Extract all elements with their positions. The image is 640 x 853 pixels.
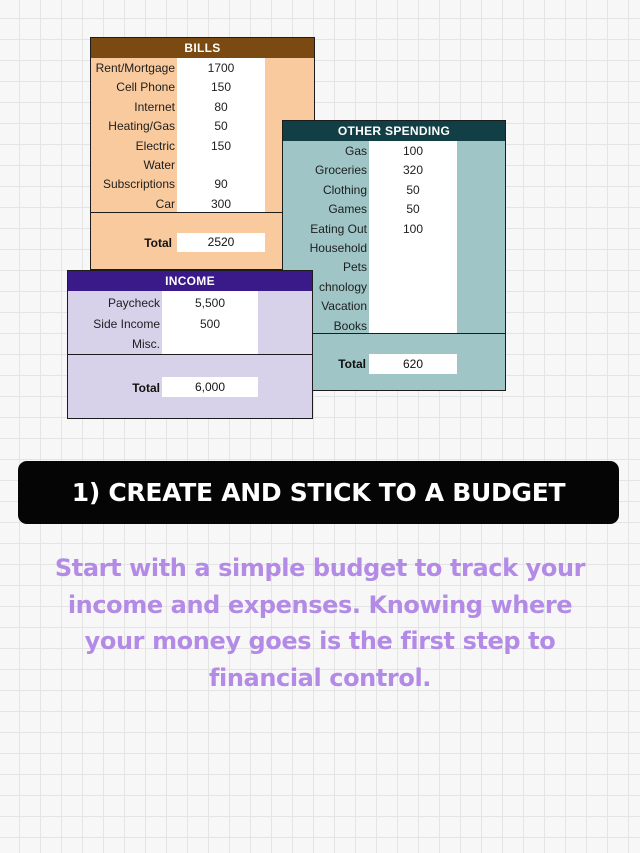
bills-total-label: Total	[144, 236, 172, 250]
body-paragraph: Start with a simple budget to track your income and expenses. Knowing where your money goes is the first step to financial control.	[54, 554, 586, 692]
section-banner	[18, 461, 619, 524]
row-value[interactable]	[369, 258, 457, 277]
other-spending-total-label: Total	[338, 357, 366, 371]
row-value[interactable]: 500	[199, 316, 221, 331]
other-spending-total-section	[283, 333, 505, 390]
table-row	[283, 278, 505, 297]
bills-rows	[91, 58, 314, 214]
row-label: Electric	[135, 138, 175, 153]
table-row	[283, 239, 505, 258]
row-value[interactable]: 50	[406, 182, 420, 197]
table-row	[91, 117, 314, 136]
row-label: Games	[328, 202, 367, 217]
row-label: Clothing	[322, 182, 367, 197]
table-row	[68, 334, 312, 355]
table-row	[91, 156, 314, 175]
other-spending-total-value[interactable]: 620	[369, 354, 457, 374]
other-spending-rows	[283, 141, 505, 336]
bills-header: BILLS	[91, 38, 314, 58]
table-row	[283, 181, 505, 200]
row-value[interactable]	[369, 239, 457, 258]
income-table	[67, 270, 313, 419]
row-value[interactable]: 1700	[207, 61, 235, 75]
row-value[interactable]	[369, 278, 457, 297]
row-label: Misc.	[132, 337, 160, 351]
row-label: Eating Out	[310, 221, 367, 236]
row-value[interactable]: 320	[402, 163, 424, 178]
table-row	[283, 297, 505, 316]
income-header: INCOME	[68, 271, 312, 291]
table-row	[91, 137, 314, 156]
row-value[interactable]: 300	[210, 196, 232, 211]
row-value[interactable]	[162, 334, 258, 355]
income-total-section	[68, 354, 312, 418]
row-label: Subscriptions	[102, 177, 175, 192]
row-label: Cell Phone	[116, 80, 175, 95]
income-total-label: Total	[132, 381, 160, 395]
table-row	[68, 314, 312, 335]
table-row	[68, 293, 312, 314]
banner-heading: 1) CREATE AND STICK TO A BUDGET	[71, 478, 566, 507]
row-value[interactable]: 100	[402, 221, 424, 236]
row-value[interactable]: 100	[402, 144, 424, 158]
row-label: Groceries	[314, 163, 367, 178]
row-label: chnology	[318, 279, 367, 294]
row-value[interactable]: 50	[214, 119, 228, 134]
row-label: Heating/Gas	[108, 119, 175, 134]
table-row	[283, 200, 505, 219]
row-value[interactable]	[177, 156, 265, 175]
row-label: Gas	[344, 144, 367, 158]
row-value[interactable]: 90	[214, 177, 228, 192]
row-value[interactable]: 150	[210, 138, 232, 153]
table-row	[283, 258, 505, 277]
bills-total-value[interactable]: 2520	[177, 233, 265, 252]
table-row	[283, 161, 505, 180]
table-row	[91, 78, 314, 97]
table-row	[91, 59, 314, 78]
bills-total-section	[91, 212, 314, 269]
row-label: Side Income	[93, 316, 160, 331]
income-rows	[68, 291, 312, 355]
row-value[interactable]	[369, 297, 457, 316]
row-label: Vacation	[321, 299, 367, 314]
row-label: Internet	[134, 99, 175, 114]
table-row	[91, 175, 314, 194]
other-spending-table	[282, 120, 506, 391]
row-value[interactable]: 5,500	[194, 296, 226, 310]
row-label: Household	[309, 240, 367, 255]
row-label: Rent/Mortgage	[95, 61, 175, 75]
row-label: Books	[333, 318, 367, 333]
table-row	[91, 98, 314, 117]
table-row	[283, 220, 505, 239]
income-total-value[interactable]: 6,000	[162, 377, 258, 397]
row-value[interactable]: 50	[406, 202, 420, 217]
row-label: Paycheck	[107, 296, 160, 310]
row-label: Water	[143, 157, 175, 172]
row-label: Pets	[342, 260, 367, 275]
row-label: Car	[155, 196, 175, 211]
row-value[interactable]: 80	[214, 99, 228, 114]
table-row	[283, 142, 505, 161]
other-spending-header: OTHER SPENDING	[283, 121, 505, 141]
row-value[interactable]: 150	[210, 80, 232, 95]
